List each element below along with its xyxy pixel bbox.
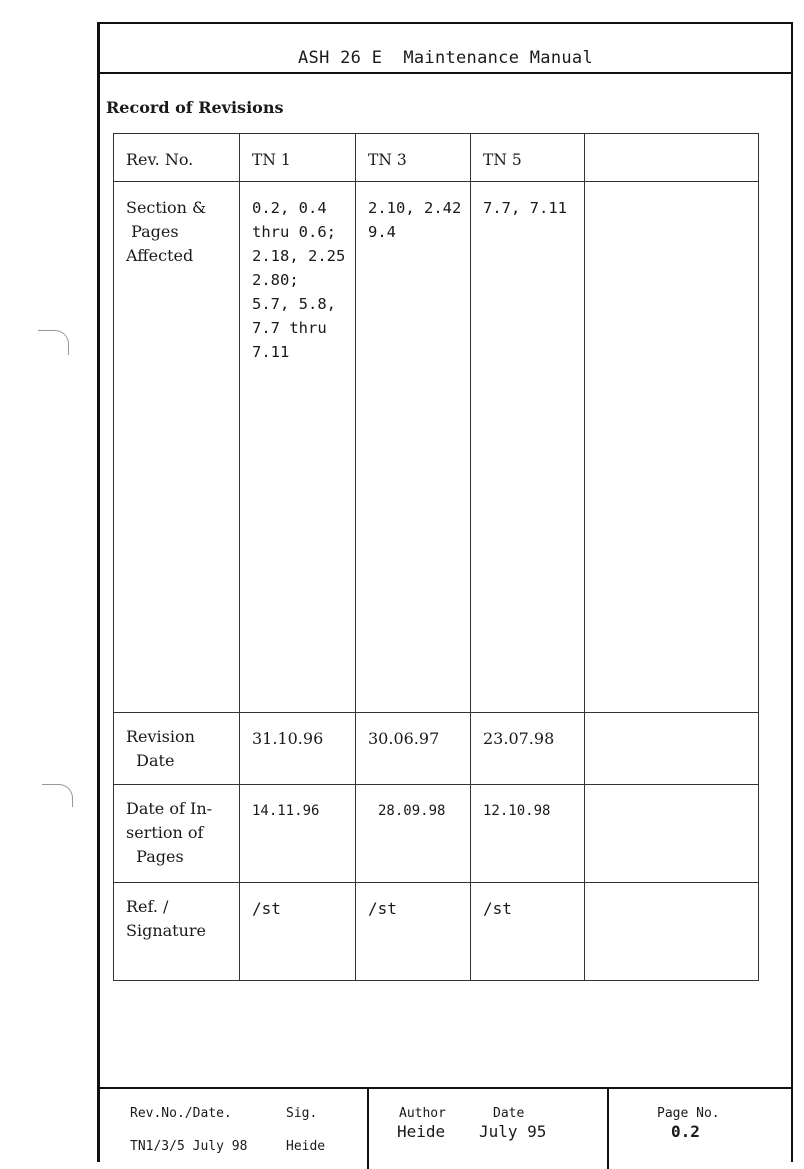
footer-sig-value: Heide [286,1139,326,1154]
footer-author-block [369,1089,609,1169]
footer-revision-block [100,1089,369,1169]
empty-cell [585,713,759,785]
table-row-sections [114,182,759,713]
empty-cell [585,134,759,182]
footer-rev-date-value: TN1/3/5 July 98 [130,1139,248,1154]
sections-cell: 2.10, 2.42 9.4 [356,182,471,713]
signature-cell: /st [240,883,356,981]
row-label-insertion-date: Date of In- sertion of Pages [114,785,240,883]
sections-cell: 7.7, 7.11 [471,182,585,713]
row-label-sections: Section & Pages Affected [114,182,240,713]
revision-date-cell: 31.10.96 [240,713,356,785]
rev-no-cell: TN 3 [356,134,471,182]
empty-cell [585,182,759,713]
footer-date-label: Date [493,1106,525,1121]
empty-cell [585,883,759,981]
insertion-date-cell: 28.09.98 [356,785,471,883]
revisions-table [113,133,759,981]
footer-author-value: Heide [397,1122,446,1141]
footer-date-value: July 95 [479,1122,547,1141]
sections-cell: 0.2, 0.4 thru 0.6; 2.18, 2.25 2.80; 5.7, 5.8, 7.7 thru 7.11 [240,182,356,713]
footer-page-label: Page No. [657,1106,720,1121]
empty-cell [585,785,759,883]
table-row-rev-no [114,134,759,182]
table-row-insertion-date [114,785,759,883]
header-bar [100,24,791,74]
revision-date-cell: 30.06.97 [356,713,471,785]
footer-author-label: Author [399,1106,446,1121]
margin-hole-mark-lower [42,784,73,807]
signature-cell: /st [471,883,585,981]
footer-page-block [609,1089,791,1169]
footer-sig-label: Sig. [286,1106,318,1121]
manual-title: ASH 26 E Maintenance Manual [298,48,593,68]
page-frame [97,22,793,1162]
revision-date-cell: 23.07.98 [471,713,585,785]
table-row-revision-date [114,713,759,785]
footer-page-value: 0.2 [671,1122,700,1141]
footer-rev-date-label: Rev.No./Date. [130,1106,232,1121]
table-row-signature [114,883,759,981]
rev-no-cell: TN 1 [240,134,356,182]
row-label-revision-date: Revision Date [114,713,240,785]
insertion-date-cell: 14.11.96 [240,785,356,883]
section-title: Record of Revisions [106,98,284,117]
signature-cell: /st [356,883,471,981]
row-label-signature: Ref. / Signature [114,883,240,981]
insertion-date-cell: 12.10.98 [471,785,585,883]
margin-hole-mark-upper [38,330,69,355]
rev-no-cell: TN 5 [471,134,585,182]
row-label-rev-no: Rev. No. [114,134,240,182]
footer [100,1087,791,1169]
